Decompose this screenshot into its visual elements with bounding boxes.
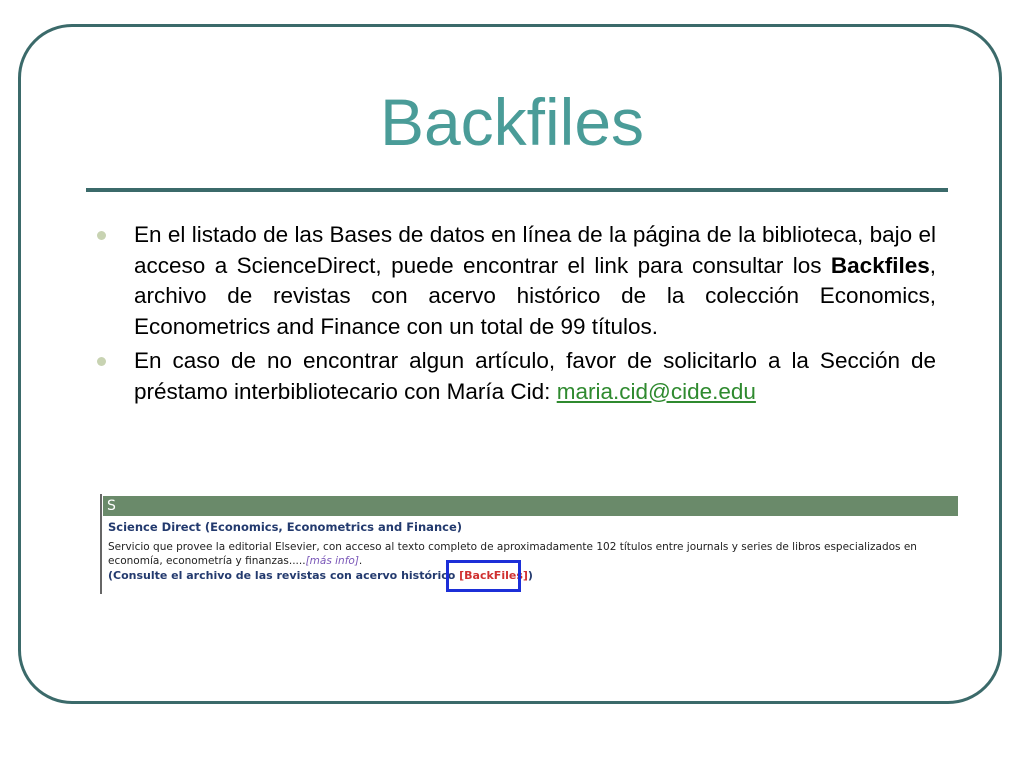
screenshot-heading: Science Direct (Economics, Econometrics and Finance) — [108, 520, 463, 534]
bullet-dot-icon — [97, 357, 106, 366]
embedded-screenshot — [100, 494, 958, 594]
screenshot-header-bar: S — [103, 496, 958, 516]
description-text: Servicio que provee la editorial Elsevier, con acceso al texto completo de aproximadamente 102 títulos entre journals y series de libros especializados en economía, econometría y finanzas..... — [108, 541, 917, 567]
bullet-item-contact — [134, 346, 936, 407]
bullet-item-backfiles — [134, 220, 936, 342]
consult-close: ) — [527, 569, 533, 582]
screenshot-description — [108, 540, 954, 568]
highlight-box — [446, 560, 521, 592]
bullet-text-after: , archivo de revistas con acervo histórico de la colección Economics, Econometrics and Finance con un total de 99 títulos. — [134, 252, 936, 339]
backfiles-link[interactable]: [BackFiles] — [459, 569, 528, 582]
bullet-text-before: En el listado de las Bases de datos en línea de la página de la biblioteca, bajo el acceso a ScienceDirect, puede encontrar el link para consultar los — [134, 222, 936, 278]
consult-text: (Consulte el archivo de las revistas con acervo histórico — [108, 569, 460, 582]
more-info-link[interactable]: [más info] — [305, 555, 359, 567]
bullet-dot-icon — [97, 231, 106, 240]
slide-title: Backfiles — [379, 85, 645, 159]
bullet-bold-text: Backfiles — [830, 252, 930, 278]
screenshot-border — [100, 494, 102, 594]
bullet-list — [134, 220, 936, 411]
more-info-suffix: . — [358, 555, 363, 567]
email-link[interactable]: maria.cid@cide.edu — [556, 378, 756, 404]
title-divider — [86, 188, 948, 192]
bullet-text-before: En caso de no encontrar algun artículo, favor de solicitarlo a la Sección de préstamo interbibliotecario con María Cid: — [134, 348, 936, 404]
